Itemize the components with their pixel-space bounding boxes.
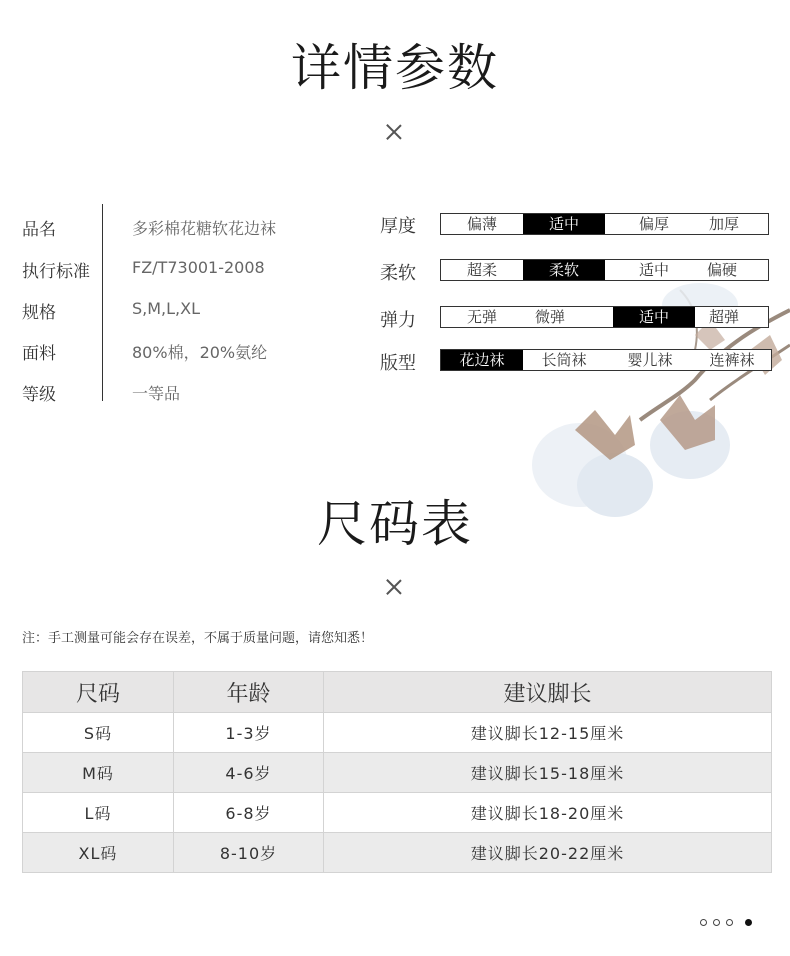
elasticity-option: 超弹	[708, 308, 739, 326]
spec-divider	[102, 204, 103, 401]
cell-foot-length: 建议脚长12-15厘米	[324, 713, 772, 753]
page-dot[interactable]	[713, 919, 720, 926]
spec-label-grade: 等级	[22, 385, 56, 405]
cell-foot-length: 建议脚长18-20厘米	[324, 793, 772, 833]
thickness-option: 偏薄	[466, 215, 497, 233]
measurement-note: 注：手工测量可能会存在误差，不属于质量问题，请您知悉！	[22, 631, 374, 646]
thickness-bar	[440, 213, 769, 235]
cell-age: 8-10岁	[174, 833, 324, 873]
softness-option-selected: 柔软	[523, 260, 605, 280]
softness-option: 适中	[638, 261, 669, 279]
elasticity-option: 微弹	[534, 308, 565, 326]
thickness-option-selected: 适中	[523, 214, 605, 234]
style-option: 连裤袜	[709, 351, 755, 369]
table-row	[23, 713, 772, 753]
style-option: 长筒袜	[541, 351, 587, 369]
close-icon	[386, 124, 402, 140]
page-dot-active[interactable]	[745, 919, 752, 926]
softness-bar	[440, 259, 769, 281]
header-age: 年龄	[174, 672, 324, 713]
page-dot[interactable]	[700, 919, 707, 926]
spec-value-name: 多彩棉花糖软花边袜	[132, 219, 277, 238]
page-dot[interactable]	[726, 919, 733, 926]
spec-label-sizes: 规格	[22, 303, 56, 323]
table-row	[23, 793, 772, 833]
style-option-selected: 花边袜	[441, 350, 523, 370]
thickness-option: 偏厚	[638, 215, 669, 233]
header-size: 尺码	[23, 672, 174, 713]
cell-size: M码	[23, 753, 174, 793]
softness-option: 超柔	[466, 261, 497, 279]
header-foot-length: 建议脚长	[324, 672, 772, 713]
cell-age: 4-6岁	[174, 753, 324, 793]
spec-label-fabric: 面料	[22, 344, 56, 364]
spec-label-standard: 执行标准	[22, 262, 90, 282]
attr-label-thickness: 厚度	[380, 216, 416, 237]
size-chart-title: 尺码表	[317, 495, 473, 553]
spec-value-sizes: S,M,L,XL	[132, 299, 201, 318]
spec-value-fabric: 80%棉，20%氨纶	[132, 343, 268, 362]
attr-label-softness: 柔软	[380, 263, 416, 284]
attr-label-elasticity: 弹力	[380, 310, 416, 331]
close-icon	[386, 579, 402, 595]
elasticity-option: 无弹	[466, 308, 497, 326]
attr-label-style: 版型	[380, 353, 416, 374]
spec-value-grade: 一等品	[132, 384, 181, 403]
cell-age: 1-3岁	[174, 713, 324, 753]
cell-size: L码	[23, 793, 174, 833]
table-row	[23, 753, 772, 793]
elasticity-bar	[440, 306, 769, 328]
spec-value-standard: FZ/T73001-2008	[132, 258, 265, 277]
spec-label-name: 品名	[22, 220, 56, 240]
cell-foot-length: 建议脚长20-22厘米	[324, 833, 772, 873]
softness-option: 偏硬	[706, 261, 737, 279]
style-bar	[440, 349, 772, 371]
cell-foot-length: 建议脚长15-18厘米	[324, 753, 772, 793]
style-option: 婴儿袜	[627, 351, 673, 369]
cell-age: 6-8岁	[174, 793, 324, 833]
table-header-row	[23, 672, 772, 713]
cell-size: XL码	[23, 833, 174, 873]
thickness-option: 加厚	[708, 215, 739, 233]
details-title: 详情参数	[291, 39, 499, 97]
table-row	[23, 833, 772, 873]
elasticity-option-selected: 适中	[613, 307, 695, 327]
cell-size: S码	[23, 713, 174, 753]
size-table	[22, 671, 772, 873]
